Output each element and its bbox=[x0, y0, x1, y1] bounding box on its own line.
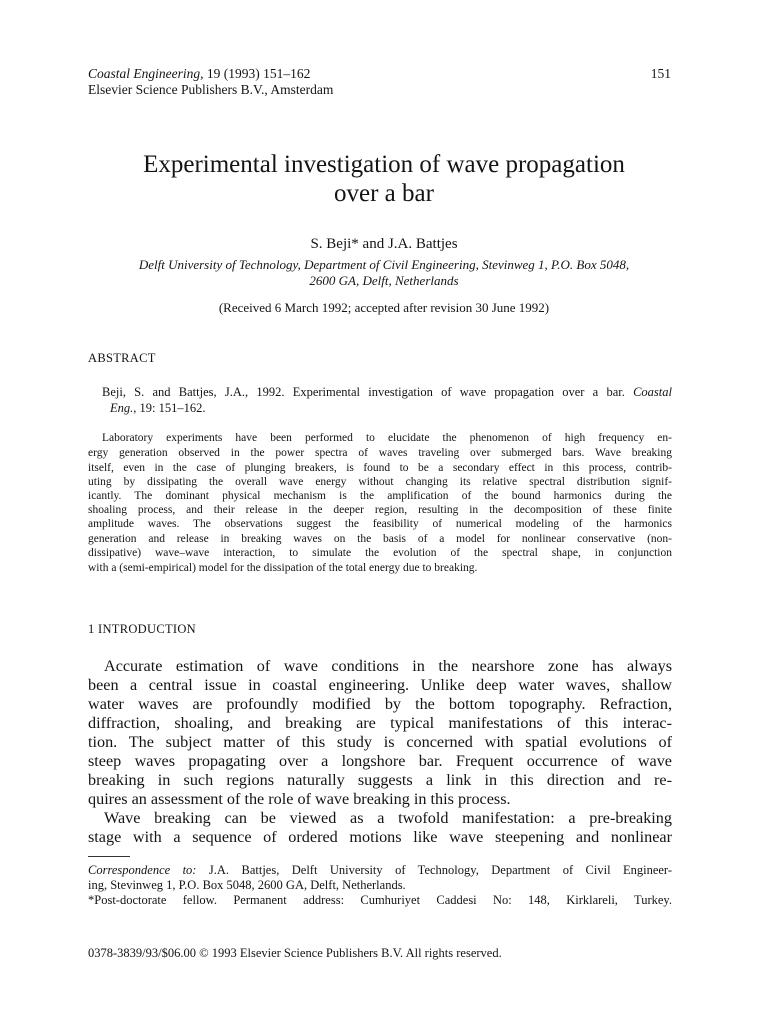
abstract-line: with a (semi-empirical) model for the dissipation of the total energy due to breaking. bbox=[88, 562, 478, 574]
publisher-line: Elsevier Science Publishers B.V., Amsterdam bbox=[88, 82, 334, 97]
abstract-line: dissipative) wave–wave interaction, to simulate the evolution of the spectral shape, in conjunction bbox=[88, 547, 672, 559]
footnote-rule bbox=[88, 856, 130, 857]
title-line: over a bar bbox=[334, 180, 434, 207]
abstract-citation-line bbox=[110, 401, 206, 416]
body-line: stage with a sequence of ordered motions like wave steepening and nonlinear bbox=[88, 828, 672, 846]
journal-volume: , 19 (1993) 151–162 bbox=[200, 66, 311, 81]
page-number: 151 bbox=[650, 66, 671, 81]
body-line: breaking in such regions naturally suggests a link in this direction and re- bbox=[88, 771, 672, 789]
body-line: water waves are profoundly modified by the bottom topography. Refraction, bbox=[88, 695, 672, 713]
footnote-postdoc: *Post-doctorate fellow. Permanent address: Cumhuriyet Caddesi No: 148, Kirklareli, Turkey. bbox=[88, 893, 672, 907]
citation-text: Beji, S. and Battjes, J.A., 1992. Experimental investigation of wave propagation over a bar. bbox=[102, 385, 634, 399]
journal-name: Coastal Engineering bbox=[88, 66, 201, 81]
body-line: been a central issue in coastal engineering. Unlike deep water waves, shallow bbox=[88, 676, 672, 694]
abstract-line: uting by dissipating the overall wave energy without changing its relative spectral distribution signif- bbox=[88, 476, 672, 488]
abstract-heading: ABSTRACT bbox=[88, 351, 156, 365]
body-line: quires an assessment of the role of wave breaking in this process. bbox=[88, 790, 511, 808]
abstract-line: itself, even in the case of plunging breakers, is found to be a secondary effect in this process, contrib- bbox=[88, 462, 672, 474]
citation-journal-abbrev: Eng. bbox=[110, 401, 134, 415]
affiliation-line: 2600 GA, Delft, Netherlands bbox=[309, 273, 459, 288]
body-line: tion. The subject matter of this study is concerned with spatial evolutions of bbox=[88, 733, 672, 751]
title-line: Experimental investigation of wave propagation bbox=[143, 151, 625, 178]
abstract-line: shoaling process, and their release in the deeper region, resulting in the decomposition of these finite bbox=[88, 504, 672, 516]
journal-citation bbox=[88, 66, 333, 82]
body-line: diffraction, shoaling, and breaking are typical manifestations of this interac- bbox=[88, 714, 672, 732]
body-line: steep waves propagating over a longshore bar. Frequent occurrence of wave bbox=[88, 752, 672, 770]
section-heading: 1 INTRODUCTION bbox=[88, 622, 197, 636]
journal-header bbox=[88, 66, 333, 98]
footnote-correspondence: Correspondence to: J.A. Battjes, Delft University of Technology, Department of Civil Engineer- bbox=[88, 863, 672, 877]
paper-title bbox=[60, 150, 708, 208]
citation-pages: , 19: 151–162. bbox=[133, 401, 206, 415]
affiliation bbox=[60, 257, 708, 289]
copyright-line: 0378-3839/93/$06.00 © 1993 Elsevier Science Publishers B.V. All rights reserved. bbox=[88, 946, 502, 960]
footnote-correspondence-line: ing, Stevinweg 1, P.O. Box 5048, 2600 GA, Delft, Netherlands. bbox=[88, 878, 406, 892]
affiliation-line: Delft University of Technology, Department of Civil Engineering, Stevinweg 1, P.O. Box 5048, bbox=[138, 257, 630, 272]
correspondence-label: Correspondence to: bbox=[88, 863, 197, 877]
abstract-line: Laboratory experiments have been performed to elucidate the phenomenon of high frequency en- bbox=[102, 432, 672, 444]
abstract-line: ergy generation observed in the power spectra of waves traveling over submerged bars. Wave breaking bbox=[88, 447, 672, 459]
abstract-line: icantly. The dominant physical mechanism is the amplification of the bound harmonics during the bbox=[88, 490, 672, 502]
body-line: Wave breaking can be viewed as a twofold manifestation: a pre-breaking bbox=[104, 809, 672, 827]
citation-journal: Coastal bbox=[633, 385, 672, 399]
abstract-line: generation and release in breaking waves on the basis of a model for nonlinear conservative (non- bbox=[88, 533, 672, 545]
abstract-citation-line bbox=[88, 385, 672, 400]
authors: S. Beji* and J.A. Battjes bbox=[310, 236, 458, 252]
body-line: Accurate estimation of wave conditions in the nearshore zone has always bbox=[104, 657, 672, 675]
abstract-line: amplitude waves. The observations suggest the feasibility of numerical modeling of the harmonics bbox=[88, 518, 672, 530]
received-dates: (Received 6 March 1992; accepted after revision 30 June 1992) bbox=[218, 300, 550, 315]
